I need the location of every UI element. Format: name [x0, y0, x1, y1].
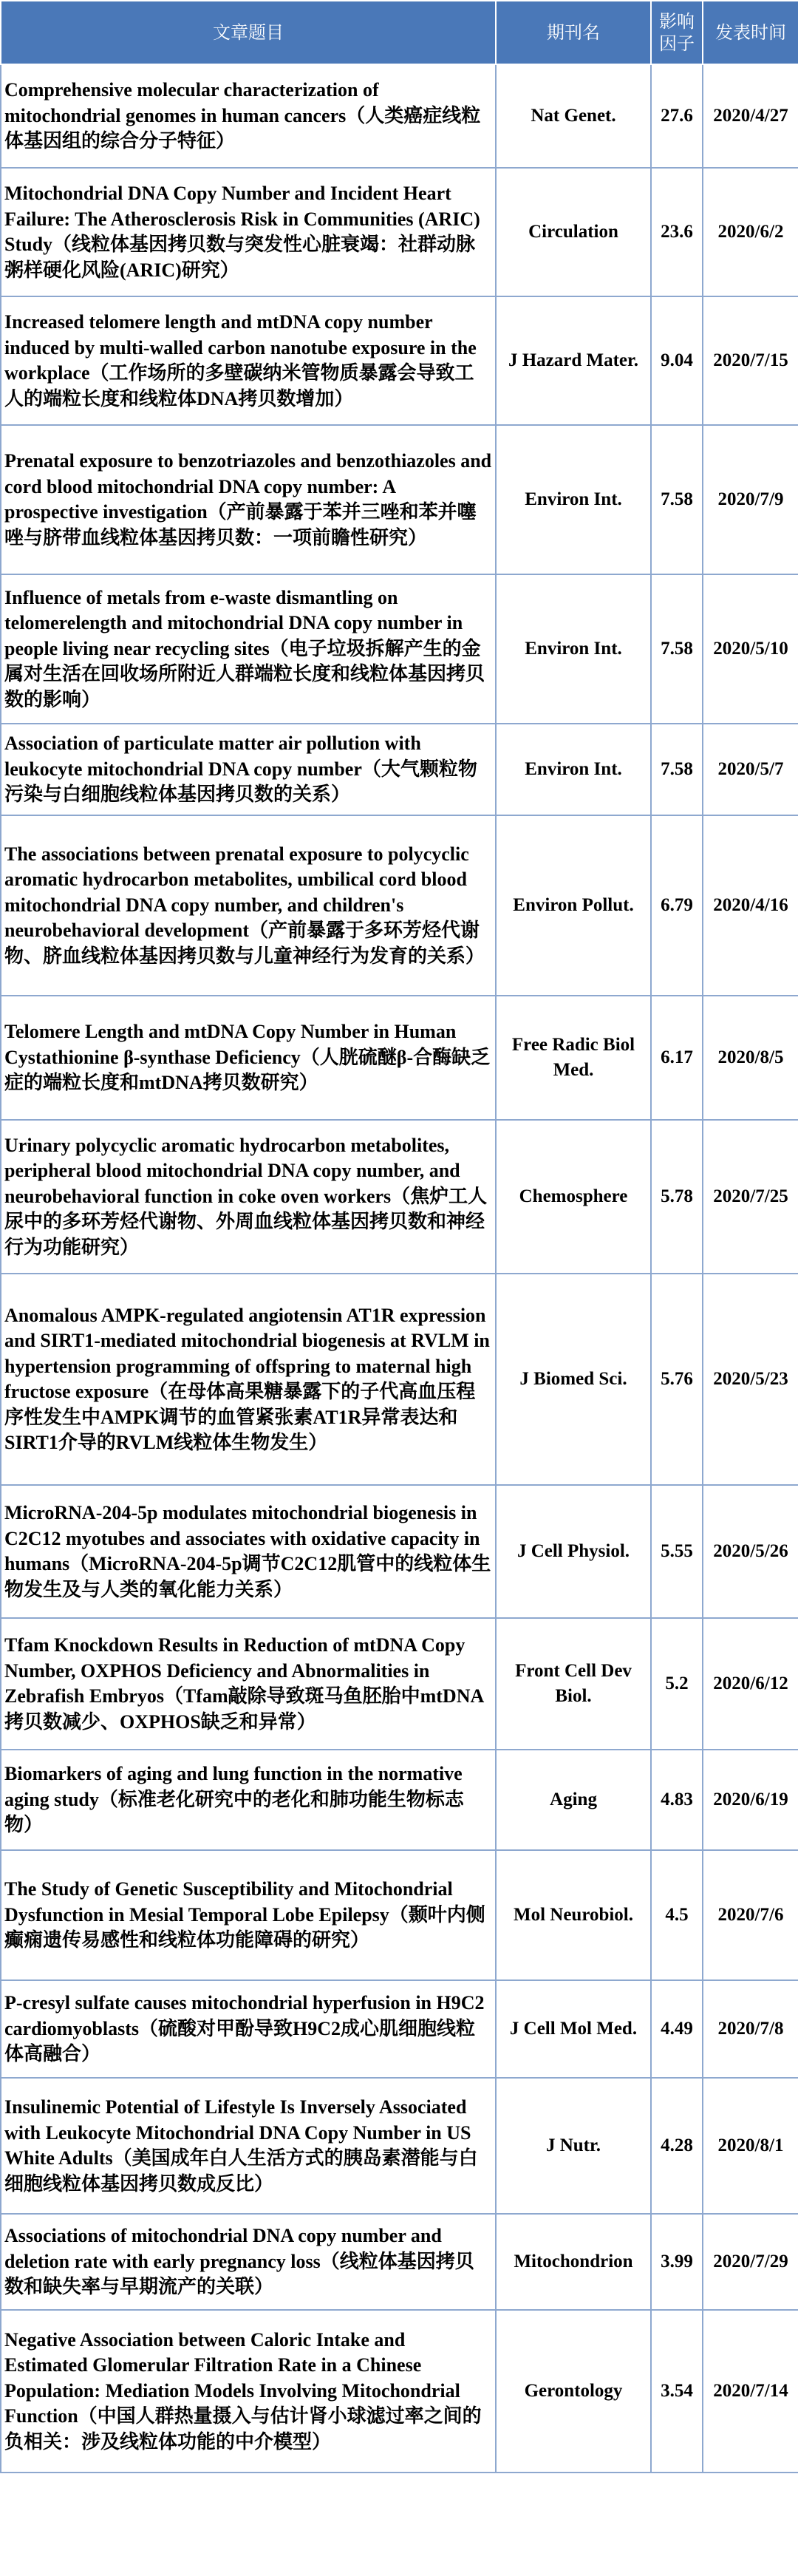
impact-factor: 4.49	[651, 1980, 703, 2078]
article-title: Mitochondrial DNA Copy Number and Incident Heart Failure: The Atherosclerosis Risk in Communities (ARIC) Study（线粒体基因拷贝数与突发性心脏衰竭：社群动脉粥样硬化风险(ARIC)研究）	[1, 168, 496, 296]
table-row	[1, 1120, 798, 1274]
article-title: Association of particulate matter air pollution with leukocyte mitochondrial DNA copy number（大气颗粒物污染与白细胞线粒体基因拷贝数的关系）	[1, 724, 496, 815]
impact-factor: 3.54	[651, 2310, 703, 2473]
journal-name: Environ Pollut.	[496, 815, 651, 996]
impact-factor: 27.6	[651, 64, 703, 168]
table-row	[1, 64, 798, 168]
publish-date: 2020/7/6	[703, 1850, 798, 1980]
journal-name: Circulation	[496, 168, 651, 296]
impact-factor: 3.99	[651, 2214, 703, 2310]
article-title: The Study of Genetic Susceptibility and Mitochondrial Dysfunction in Mesial Temporal Lobe Epilepsy（颞叶内侧癫痫遗传易感性和线粒体功能障碍的研究）	[1, 1850, 496, 1980]
journal-name: Aging	[496, 1750, 651, 1850]
journal-name: Environ Int.	[496, 425, 651, 574]
journal-name: J Cell Mol Med.	[496, 1980, 651, 2078]
article-title: Comprehensive molecular characterization of mitochondrial genomes in human cancers（人类癌症线粒体基因组的综合分子特征）	[1, 64, 496, 168]
publish-date: 2020/5/26	[703, 1485, 798, 1618]
publish-date: 2020/7/25	[703, 1120, 798, 1274]
impact-factor: 6.17	[651, 996, 703, 1120]
table-row	[1, 1485, 798, 1618]
journal-name: Front Cell Dev Biol.	[496, 1618, 651, 1750]
article-title: The associations between prenatal exposure to polycyclic aromatic hydrocarbon metabolites, umbilical cord blood mitochondrial DNA copy number, and children's neurobehavioral development（产前暴露于多环芳烃代谢物、脐血线粒体基因拷贝数与儿童神经行为发育的关系）	[1, 815, 496, 996]
table-row	[1, 2078, 798, 2214]
journal-name: J Nutr.	[496, 2078, 651, 2214]
article-title: Associations of mitochondrial DNA copy number and deletion rate with early pregnancy loss（线粒体基因拷贝数和缺失率与早期流产的关联）	[1, 2214, 496, 2310]
publish-date: 2020/8/5	[703, 996, 798, 1120]
publish-date: 2020/7/15	[703, 296, 798, 425]
table-row	[1, 2214, 798, 2310]
publish-date: 2020/4/27	[703, 64, 798, 168]
impact-factor: 5.78	[651, 1120, 703, 1274]
impact-factor: 7.58	[651, 574, 703, 724]
publish-date: 2020/5/23	[703, 1274, 798, 1485]
publish-date: 2020/5/7	[703, 724, 798, 815]
impact-factor: 5.2	[651, 1618, 703, 1750]
header-impact-factor: 影响 因子	[651, 1, 703, 64]
table-row	[1, 815, 798, 996]
journal-name: J Cell Physiol.	[496, 1485, 651, 1618]
header-date: 发表时间	[703, 1, 798, 64]
table-row	[1, 1980, 798, 2078]
journal-name: Environ Int.	[496, 724, 651, 815]
publish-date: 2020/7/14	[703, 2310, 798, 2473]
table-row	[1, 168, 798, 296]
article-title: Telomere Length and mtDNA Copy Number in Human Cystathionine β-synthase Deficiency（人胱硫醚β-合酶缺乏症的端粒长度和mtDNA拷贝数研究）	[1, 996, 496, 1120]
impact-factor: 6.79	[651, 815, 703, 996]
table-row	[1, 574, 798, 724]
header-journal: 期刊名	[496, 1, 651, 64]
journal-name: Mitochondrion	[496, 2214, 651, 2310]
table-row	[1, 1274, 798, 1485]
header-title: 文章题目	[1, 1, 496, 64]
impact-factor: 9.04	[651, 296, 703, 425]
impact-factor: 7.58	[651, 724, 703, 815]
article-title: Tfam Knockdown Results in Reduction of mtDNA Copy Number, OXPHOS Deficiency and Abnormalities in Zebrafish Embryos（Tfam敲除导致斑马鱼胚胎中mtDNA拷贝数减少、OXPHOS缺乏和异常）	[1, 1618, 496, 1750]
impact-factor: 4.28	[651, 2078, 703, 2214]
table-row	[1, 724, 798, 815]
article-title: Influence of metals from e-waste dismantling on telomerelength and mitochondrial DNA copy number in people living near recycling sites（电子垃圾拆解产生的金属对生活在回收场所附近人群端粒长度和线粒体基因拷贝数的影响）	[1, 574, 496, 724]
table-row	[1, 996, 798, 1120]
article-title: Anomalous AMPK-regulated angiotensin AT1R expression and SIRT1-mediated mitochondrial biogenesis at RVLM in hypertension programming of offspring to maternal high fructose exposure（在母体高果糖暴露下的子代高血压程序性发生中AMPK调节的血管紧张素AT1R异常表达和SIRT1介导的RVLM线粒体生物发生）	[1, 1274, 496, 1485]
journal-name: Nat Genet.	[496, 64, 651, 168]
table-row	[1, 1850, 798, 1980]
publish-date: 2020/7/9	[703, 425, 798, 574]
table-row	[1, 1618, 798, 1750]
impact-factor: 23.6	[651, 168, 703, 296]
impact-factor: 5.55	[651, 1485, 703, 1618]
publish-date: 2020/6/2	[703, 168, 798, 296]
impact-factor: 4.83	[651, 1750, 703, 1850]
publish-date: 2020/8/1	[703, 2078, 798, 2214]
table-row	[1, 1750, 798, 1850]
article-title: Increased telomere length and mtDNA copy number induced by multi-walled carbon nanotube exposure in the workplace（工作场所的多壁碳纳米管物质暴露会导致工人的端粒长度和线粒体DNA拷贝数增加）	[1, 296, 496, 425]
article-title: Biomarkers of aging and lung function in the normative aging study（标准老化研究中的老化和肺功能生物标志物）	[1, 1750, 496, 1850]
publish-date: 2020/7/8	[703, 1980, 798, 2078]
table-row	[1, 296, 798, 425]
journal-name: Free Radic Biol Med.	[496, 996, 651, 1120]
journal-name: Environ Int.	[496, 574, 651, 724]
article-title: Urinary polycyclic aromatic hydrocarbon metabolites, peripheral blood mitochondrial DNA copy number, and neurobehavioral function in coke oven workers（焦炉工人尿中的多环芳烃代谢物、外周血线粒体基因拷贝数和神经行为功能研究）	[1, 1120, 496, 1274]
journal-name: Chemosphere	[496, 1120, 651, 1274]
publish-date: 2020/6/19	[703, 1750, 798, 1850]
journal-name: J Biomed Sci.	[496, 1274, 651, 1485]
article-title: Prenatal exposure to benzotriazoles and benzothiazoles and cord blood mitochondrial DNA copy number: A prospective investigation（产前暴露于苯并三唑和苯并噻唑与脐带血线粒体基因拷贝数：一项前瞻性研究）	[1, 425, 496, 574]
publish-date: 2020/7/29	[703, 2214, 798, 2310]
journal-name: Gerontology	[496, 2310, 651, 2473]
article-title: Negative Association between Caloric Intake and Estimated Glomerular Filtration Rate in a Chinese Population: Mediation Models Involving Mitochondrial Function（中国人群热量摄入与估计肾小球滤过率之间的负相关：涉及线粒体功能的中介模型）	[1, 2310, 496, 2473]
impact-factor: 4.5	[651, 1850, 703, 1980]
article-title: P-cresyl sulfate causes mitochondrial hyperfusion in H9C2 cardiomyoblasts（硫酸对甲酚导致H9C2成心肌细胞线粒体高融合）	[1, 1980, 496, 2078]
article-title: MicroRNA-204-5p modulates mitochondrial biogenesis in C2C12 myotubes and associates with oxidative capacity in humans（MicroRNA-204-5p调节C2C12肌管中的线粒体生物发生及与人类的氧化能力关系）	[1, 1485, 496, 1618]
publish-date: 2020/5/10	[703, 574, 798, 724]
publish-date: 2020/6/12	[703, 1618, 798, 1750]
journal-name: Mol Neurobiol.	[496, 1850, 651, 1980]
impact-factor: 5.76	[651, 1274, 703, 1485]
table-row	[1, 2310, 798, 2473]
table-row	[1, 425, 798, 574]
article-title: Insulinemic Potential of Lifestyle Is Inversely Associated with Leukocyte Mitochondrial DNA Copy Number in US White Adults（美国成年白人生活方式的胰岛素潜能与白细胞线粒体基因拷贝数成反比）	[1, 2078, 496, 2214]
impact-factor: 7.58	[651, 425, 703, 574]
publish-date: 2020/4/16	[703, 815, 798, 996]
journal-name: J Hazard Mater.	[496, 296, 651, 425]
table-header-row	[1, 1, 798, 64]
